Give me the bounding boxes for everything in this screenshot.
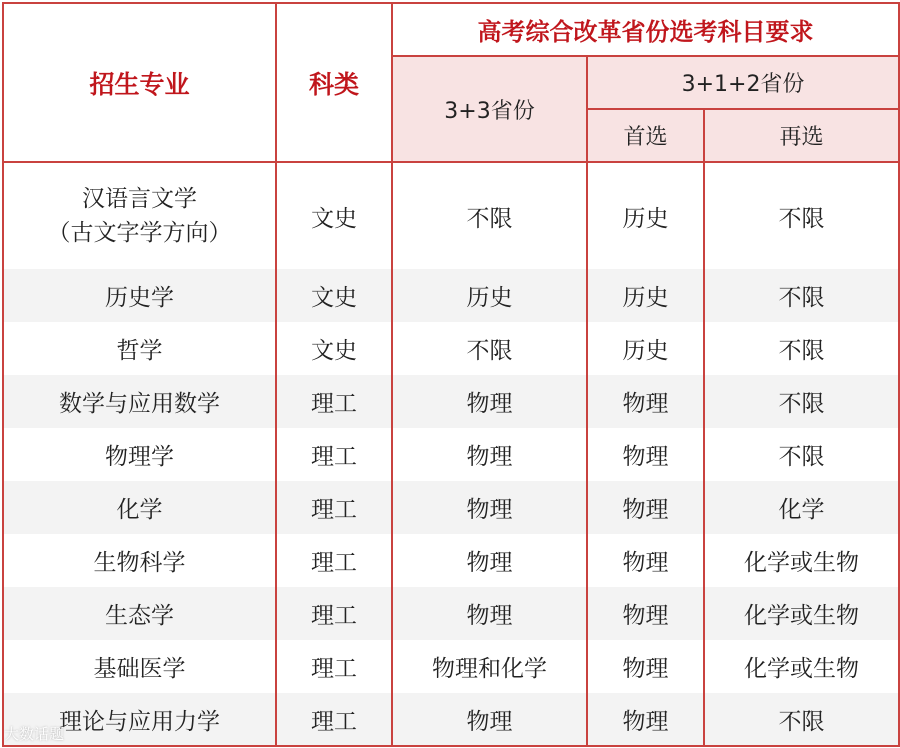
major-cell: 生物科学 [3, 534, 276, 587]
table-row [3, 322, 899, 375]
req-33-cell: 物理 [392, 693, 587, 746]
first-choice-cell: 物理 [587, 587, 704, 640]
req-33-cell: 物理 [392, 428, 587, 481]
category-cell: 理工 [276, 640, 392, 693]
first-choice-cell: 物理 [587, 534, 704, 587]
first-choice-cell: 物理 [587, 375, 704, 428]
major-cell: 化学 [3, 481, 276, 534]
req-33-cell: 不限 [392, 162, 587, 269]
requirement-title-header: 高考综合改革省份选考科目要求 [392, 3, 899, 56]
req-33-cell: 物理 [392, 534, 587, 587]
major-cell: 基础医学 [3, 640, 276, 693]
table-row [3, 269, 899, 322]
first-choice-cell: 物理 [587, 693, 704, 746]
subject-requirements-table [2, 2, 900, 747]
second-choice-cell: 化学或生物 [704, 640, 899, 693]
table-row [3, 375, 899, 428]
mode-312-header: 3+1+2省份 [587, 56, 899, 109]
major-header: 招生专业 [3, 3, 276, 162]
table-row [3, 640, 899, 693]
major-cell: 理论与应用力学 [3, 693, 276, 746]
table-row [3, 534, 899, 587]
category-cell: 理工 [276, 587, 392, 640]
category-header: 科类 [276, 3, 392, 162]
req-33-cell: 历史 [392, 269, 587, 322]
category-cell: 理工 [276, 534, 392, 587]
second-choice-cell: 不限 [704, 693, 899, 746]
category-cell: 文史 [276, 322, 392, 375]
second-choice-cell: 不限 [704, 375, 899, 428]
first-choice-cell: 历史 [587, 322, 704, 375]
major-cell: 哲学 [3, 322, 276, 375]
major-cell: 数学与应用数学 [3, 375, 276, 428]
second-choice-cell: 化学或生物 [704, 534, 899, 587]
category-cell: 理工 [276, 375, 392, 428]
first-choice-cell: 物理 [587, 481, 704, 534]
req-33-cell: 物理 [392, 481, 587, 534]
category-cell: 理工 [276, 428, 392, 481]
first-choice-cell: 历史 [587, 162, 704, 269]
major-cell: 历史学 [3, 269, 276, 322]
table-row [3, 481, 899, 534]
table-row [3, 587, 899, 640]
second-choice-cell: 化学 [704, 481, 899, 534]
major-direction: （古文字学方向） [47, 220, 232, 246]
major-cell: 物理学 [3, 428, 276, 481]
mode-33-header: 3+3省份 [392, 56, 587, 162]
table-row [3, 693, 899, 746]
req-33-cell: 物理 [392, 587, 587, 640]
first-choice-header: 首选 [587, 109, 704, 162]
watermark: 大数话题 [4, 725, 65, 743]
second-choice-cell: 化学或生物 [704, 587, 899, 640]
first-choice-cell: 物理 [587, 640, 704, 693]
category-cell: 文史 [276, 162, 392, 269]
first-choice-cell: 历史 [587, 269, 704, 322]
req-33-cell: 物理 [392, 375, 587, 428]
second-choice-header: 再选 [704, 109, 899, 162]
second-choice-cell: 不限 [704, 162, 899, 269]
table-row [3, 162, 899, 269]
second-choice-cell: 不限 [704, 428, 899, 481]
category-cell: 文史 [276, 269, 392, 322]
second-choice-cell: 不限 [704, 269, 899, 322]
req-33-cell: 不限 [392, 322, 587, 375]
major-cell [3, 162, 276, 269]
category-cell: 理工 [276, 693, 392, 746]
req-33-cell: 物理和化学 [392, 640, 587, 693]
major-cell: 生态学 [3, 587, 276, 640]
major-name: 汉语言文学 [82, 185, 197, 212]
second-choice-cell: 不限 [704, 322, 899, 375]
category-cell: 理工 [276, 481, 392, 534]
table-row [3, 428, 899, 481]
first-choice-cell: 物理 [587, 428, 704, 481]
